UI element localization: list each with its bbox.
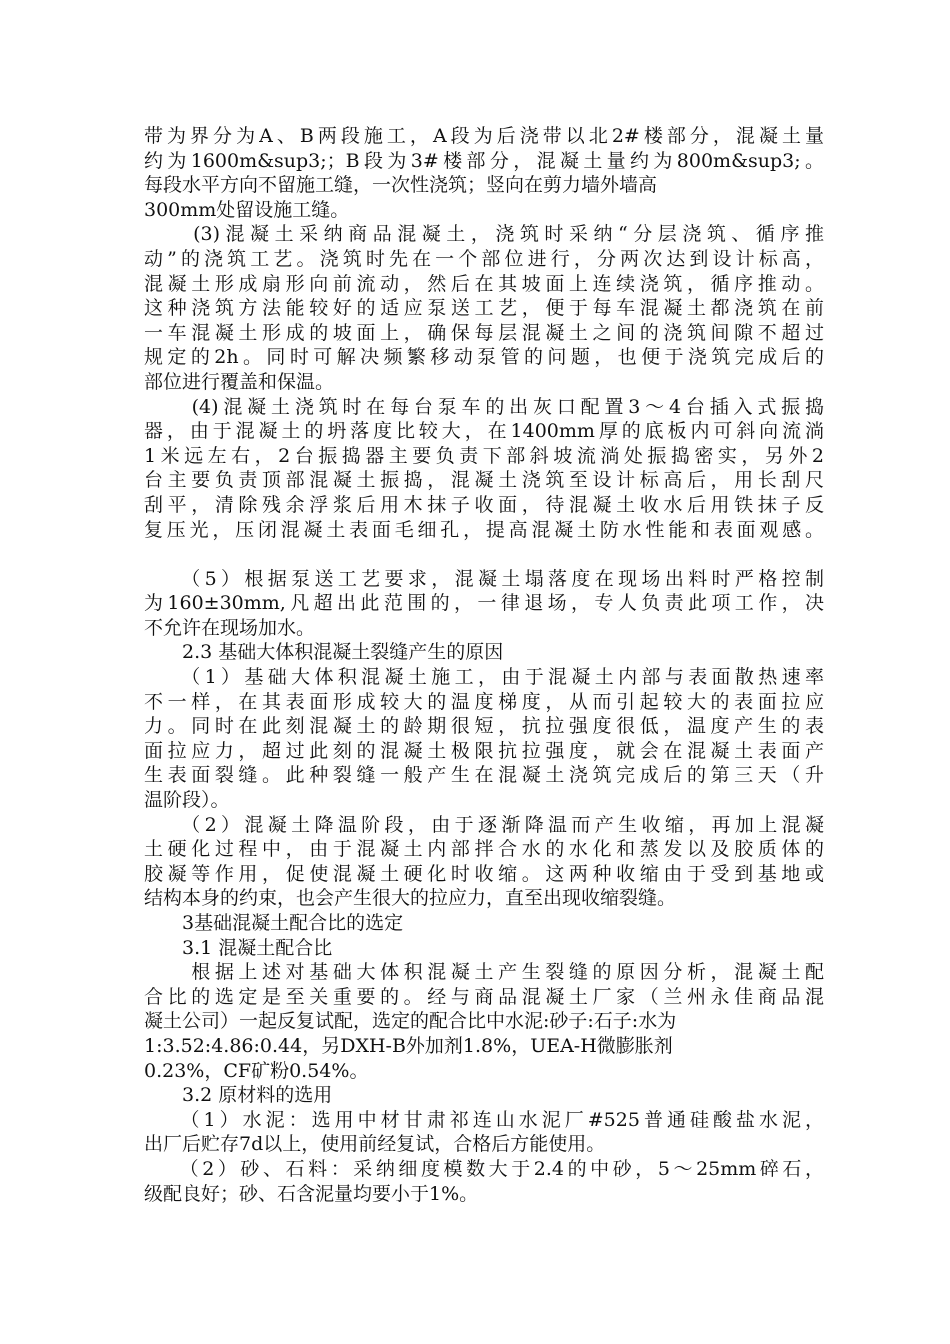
text-line: （1）基础大体积混凝土施工，由于混凝土内部与表面散热速率 <box>144 666 824 689</box>
section-heading: 2.3 基础大体积混凝土裂缝产生的原因 <box>144 641 504 664</box>
section-heading: 3.1 混凝土配合比 <box>144 936 333 959</box>
text-line: 为160±30mm,凡超出此范围的，一律退场，专人负责此项工作，决 <box>144 592 824 615</box>
text-line: 台主要负责顶部混凝土振捣，混凝土浇筑至设计标高后，用长刮尺 <box>144 469 824 492</box>
text-line: 生表面裂缝。此种裂缝一般产生在混凝土浇筑完成后的第三天（升 <box>144 764 824 787</box>
text-line: 胶凝等作用，促使混凝土硬化时收缩。这两种收缩由于受到基地或 <box>144 862 824 885</box>
text-line: 带为界分为A、B两段施工，A段为后浇带以北2#楼部分，混凝土量 <box>144 125 824 147</box>
text-line: 不一样，在其表面形成较大的温度梯度，从而引起较大的表面拉应 <box>144 690 824 713</box>
text-line: 不允许在现场加水。 <box>144 616 316 639</box>
section-heading: 3基础混凝土配合比的选定 <box>144 912 404 934</box>
text-line: (3)混凝土采纳商品混凝土，浇筑时采纳“分层浇筑、循序推 <box>144 223 824 246</box>
text-line: 300mm处留设施工缝。 <box>144 198 350 221</box>
text-line: （1）水泥：选用中材甘肃祁连山水泥厂#525普通硅酸盐水泥， <box>144 1108 824 1131</box>
text-line: 温阶段）。 <box>144 789 230 812</box>
text-line: 级配良好；砂、石含泥量均要小于1%。 <box>144 1182 479 1205</box>
text-line: 器，由于混凝土的坍落度比较大，在1400mm厚的底板内可斜向流淌 <box>144 420 824 443</box>
text-line: 面拉应力，超过此刻的混凝土极限抗拉强度，就会在混凝土表面产 <box>144 739 824 762</box>
text-line: （2）砂、石料：采纳细度模数大于2.4的中砂，5～25mm碎石， <box>144 1157 824 1180</box>
text-line: 1:3.52:4.86:0.44，另DXH-B外加剂1.8%，UEA-H微膨胀剂 <box>144 1034 673 1057</box>
text-line: 0.23%，CF矿粉0.54%。 <box>144 1059 369 1082</box>
section-heading: 3.2 原材料的选用 <box>144 1084 333 1107</box>
text-line: 土硬化过程中，由于混凝土内部拌合水的水化和蒸发以及胶质体的 <box>144 838 824 861</box>
text-line: 这种浇筑方法能较好的适应泵送工艺，便于每车混凝土都浇筑在前 <box>144 297 824 320</box>
text-line: 1米远左右，2台振捣器主要负责下部斜坡流淌处振捣密实，另外2 <box>144 444 824 467</box>
text-line: 力。同时在此刻混凝土的龄期很短，抗拉强度很低，温度产生的表 <box>144 715 824 738</box>
text-line: 刮平，清除残余浮浆后用木抹子收面，待混凝土收水后用铁抹子反 <box>144 493 824 516</box>
text-line: 一车混凝土形成的坡面上，确保每层混凝土之间的浇筑间隙不超过 <box>144 321 824 344</box>
text-line: 合比的选定是至关重要的。经与商品混凝土厂家（兰州永佳商品混 <box>144 985 824 1008</box>
text-line: 每段水平方向不留施工缝，一次性浇筑；竖向在剪力墙外墙高 <box>144 174 658 197</box>
text-line: 部位进行覆盖和保温。 <box>144 370 335 393</box>
text-line: 规定的2h。同时可解决频繁移动泵管的问题，也便于浇筑完成后的 <box>144 346 824 369</box>
document-body <box>144 124 824 1206</box>
text-line: （5）根据泵送工艺要求，混凝土塌落度在现场出料时严格控制 <box>144 567 824 590</box>
text-line: 约为1600m&sup3;；B段为3#楼部分，混凝土量约为800m&sup3;。 <box>144 149 824 172</box>
text-line: 结构本身的约束，也会产生很大的拉应力，直至出现收缩裂缝。 <box>144 887 677 910</box>
text-line: 动”的浇筑工艺。浇筑时先在一个部位进行，分两次达到设计标高， <box>144 247 824 270</box>
text-line: 复压光，压闭混凝土表面毛细孔，提高混凝土防水性能和表面观感。 <box>144 518 824 541</box>
text-line: (4)混凝土浇筑时在每台泵车的出灰口配置3～4台插入式振捣 <box>144 395 824 418</box>
text-line: （2）混凝土降温阶段，由于逐渐降温而产生收缩，再加上混凝 <box>144 813 824 836</box>
text-line: 根据上述对基础大体积混凝土产生裂缝的原因分析，混凝土配 <box>144 961 824 984</box>
paragraph-gap <box>144 542 824 567</box>
text-line: 混凝土形成扇形向前流动，然后在其坡面上连续浇筑，循序推动。 <box>144 272 824 295</box>
text-line: 凝土公司）一起反复试配，选定的配合比中水泥:砂子:石子:水为 <box>144 1010 677 1033</box>
text-line: 出厂后贮存7d以上，使用前经复试，合格后方能使用。 <box>144 1133 606 1156</box>
